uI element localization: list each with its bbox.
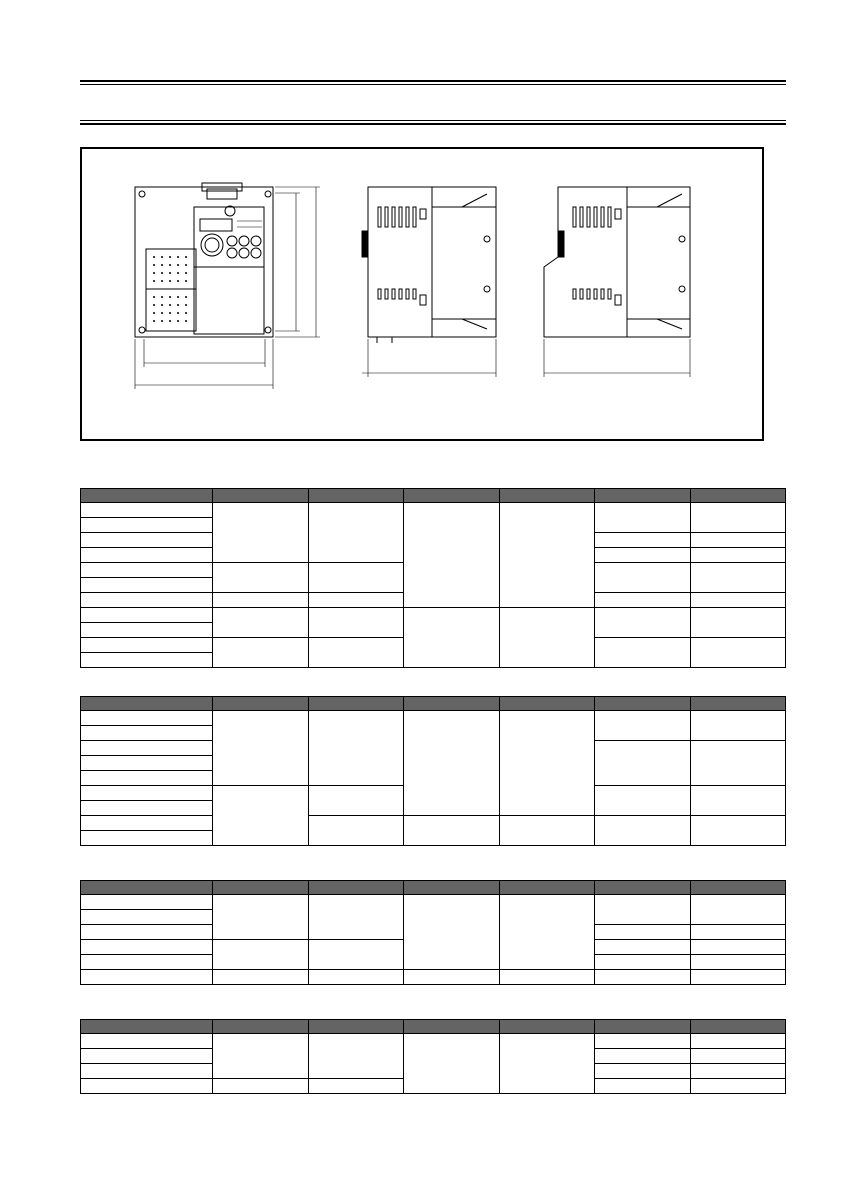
table-header-row: [81, 697, 786, 711]
header-rule-bottom-thin: [80, 120, 786, 121]
table-row: [81, 970, 786, 985]
outline-drawing-figure: [80, 147, 764, 441]
dimension-table-3: [80, 880, 786, 985]
table-header-row: [81, 881, 786, 895]
header-rule-top-thin: [80, 84, 786, 85]
table-row: [81, 816, 786, 831]
dimension-table-2: [80, 696, 786, 846]
header-rule-bottom: [80, 123, 786, 125]
front-view-drawing: [135, 183, 320, 389]
table-row: [81, 711, 786, 726]
outline-drawings-svg: [82, 149, 766, 443]
header-rule-top: [80, 80, 786, 82]
side-view-drawing: [362, 187, 496, 377]
side-view-drawing-alt: [544, 187, 690, 377]
table-row: [81, 503, 786, 518]
table-row: [81, 1034, 786, 1049]
table-header-row: [81, 1020, 786, 1034]
dimension-table-1: [80, 488, 786, 668]
table-row: [81, 608, 786, 623]
table-header-row: [81, 489, 786, 503]
dimension-table-4: [80, 1019, 786, 1094]
table-row: [81, 895, 786, 910]
